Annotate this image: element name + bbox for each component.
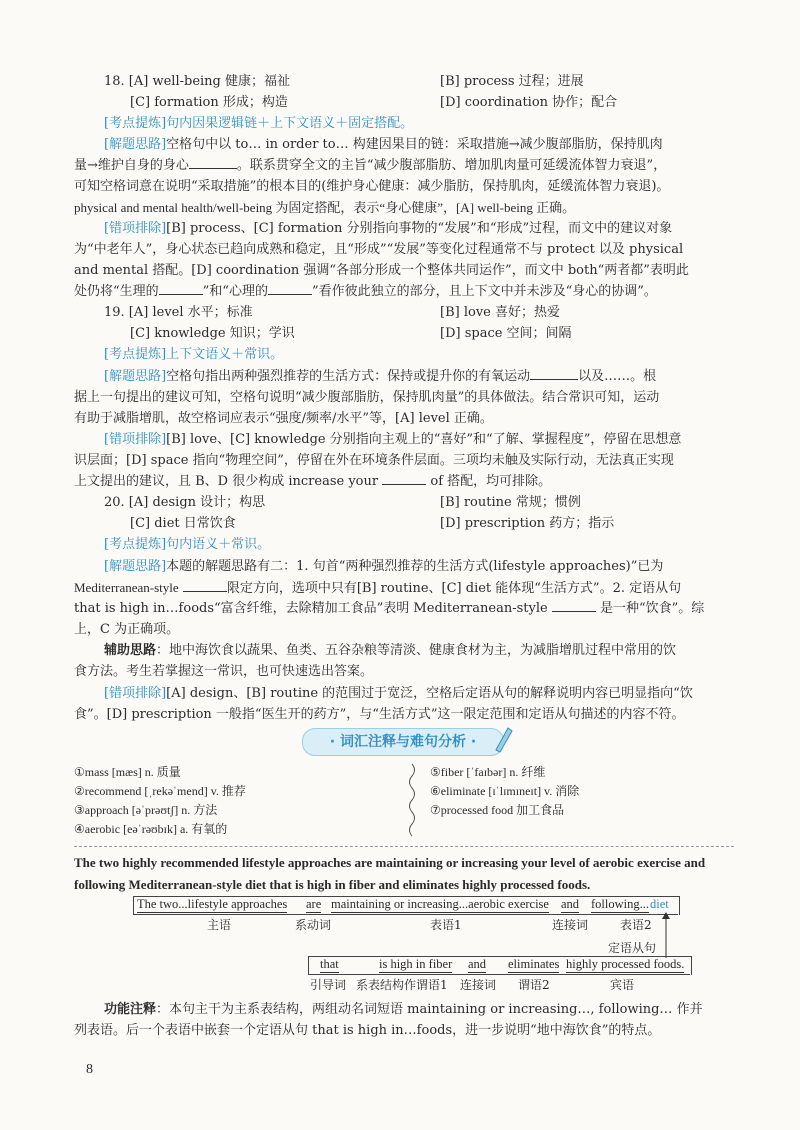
q19-solution-line2: 据上一句提出的建议可知，空格句说明“减少腹部脂肪，保持肌肉量”的具体做法。结合常识可知，运动 xyxy=(74,390,660,405)
q19-option-d: [D] space 空间；间隔 xyxy=(440,326,572,341)
q20-solution-line2: Mediterranean-style 限定方向，选项中只有[B] routine、[C] diet 能体现“生活方式”。2. 定语从句 xyxy=(74,580,682,596)
grammar-label: 引导词 xyxy=(310,978,347,992)
blank-line xyxy=(530,367,578,380)
structure-part: maintaining or increasing...aerobic exercise xyxy=(331,897,549,911)
clause-part: highly processed foods. xyxy=(566,957,685,971)
grammar-label: 连接词 xyxy=(460,978,497,992)
q19-exclusion-line3: 上文提出的建议，且 B、D 很少构成 increase your of 搭配，均可排除。 xyxy=(74,474,552,489)
wavy-divider xyxy=(405,762,419,842)
grammar-label: 系动词 xyxy=(295,918,332,932)
grammar-label: 宾语 xyxy=(610,978,635,992)
attribute-arrow xyxy=(655,910,695,960)
vocab-item: ③approach [əˈprəʊtʃ] n. 方法 xyxy=(74,803,218,817)
structure-part-diet: diet xyxy=(650,897,669,911)
q20-solution-line3: that is high in…foods“富含纤维，去除精加工食品”表明 Mediterranean-style 是一种“饮食”。综 xyxy=(74,601,705,616)
key-point-tag: [考点提炼] xyxy=(104,116,167,131)
structure-part: and xyxy=(561,897,580,911)
q18-option-d: [D] coordination 协作；配合 xyxy=(440,95,618,110)
q20-key-point: [考点提炼]句内语义＋常识。 xyxy=(104,537,271,552)
q18-solution-line1: [解题思路]空格句中以 to… in order to… 构建因果目的链：采取措施→减少腹部脂肪，保持肌肉 xyxy=(104,137,663,152)
q20-exclusion-line1: [错项排除][A] design、[B] routine 的范围过于宽泛，空格后定语从句的解释说明内容已明显指向“饮 xyxy=(104,686,693,701)
difficult-sentence: The two highly recommended lifestyle approaches are maintaining or increasing your level of aerobic exercise and following Mediterranean-style diet that is high in fiber and eliminates highly processed foods. xyxy=(74,855,706,892)
q20-aux-line2: 食方法。考生若掌握这一常识，也可快速选出答案。 xyxy=(74,664,374,679)
clause-part: eliminates xyxy=(508,957,560,971)
vocab-item: ①mass [mæs] n. 质量 xyxy=(74,765,181,779)
q18-option-c: [C] formation 形成；构造 xyxy=(130,95,288,110)
solution-tag: [解题思路] xyxy=(104,137,167,152)
q18-solution-line4: physical and mental health/well-being 为固定搭配，表示“身心健康”，[A] well-being 正确。 xyxy=(74,200,576,215)
blank-line xyxy=(268,282,312,295)
function-note-line1: 功能注释：本句主干为主系表结构，两组动名词短语 maintaining or increasing…, following… 作并 xyxy=(104,1002,703,1017)
structure-part: are xyxy=(306,897,322,911)
vocab-item: ⑥eliminate [ɪˈlɪmɪneɪt] v. 消除 xyxy=(430,784,580,798)
q19-exclusion-line1: [错项排除][B] love、[C] knowledge 分别指向主观上的“喜好”和“了解、掌握程度”，停留在思想意 xyxy=(104,432,682,447)
q19-exclusion-line2: 识层面；[D] space 指向“物理空间”，停留在外在环境条件层面。三项均未触及实际行动，无法真正实现 xyxy=(74,453,674,468)
clause-part: and xyxy=(468,957,487,971)
aux-tag: 辅助思路 xyxy=(104,643,157,658)
page-number: 8 xyxy=(86,1062,93,1077)
q19-option-c: [C] knowledge 知识；学识 xyxy=(130,326,295,341)
grammar-label: 表语2 xyxy=(620,918,652,932)
structure-part: following... xyxy=(591,897,649,911)
blank-line xyxy=(552,599,596,612)
grammar-label: 连接词 xyxy=(552,918,589,932)
q20-aux-line1: 辅助思路：地中海饮食以蔬果、鱼类、五谷杂粮等清淡、健康食材为主，为减脂增肌过程中常用的饮 xyxy=(104,643,677,658)
vocab-item: ④aerobic [eəˈrəʊbɪk] a. 有氧的 xyxy=(74,822,228,836)
vocab-section-banner: · 词汇注释与难句分析 · xyxy=(302,728,504,756)
q20-solution-line1: [解题思路]本题的解题思路有二：1. 句首“两种强烈推荐的生活方式(lifestyle approaches)”已为 xyxy=(104,559,664,574)
clause-part: is high in fiber xyxy=(379,957,453,971)
vocab-item: ⑦processed food 加工食品 xyxy=(430,803,565,817)
q20-option-a: 20. [A] design 设计；构思 xyxy=(104,495,266,510)
q18-solution-line2: 量→维护自身的身心 。联系贯穿全文的主旨“减少腹部脂肪、增加肌肉量可延缓流体智力衰退”， xyxy=(74,158,667,173)
q18-option-b: [B] process 过程；进展 xyxy=(440,74,584,89)
section-divider xyxy=(74,846,734,847)
q19-option-b: [B] love 喜好；热爱 xyxy=(440,305,560,320)
grammar-label: 主语 xyxy=(207,918,232,932)
grammar-label: 表语1 xyxy=(430,918,462,932)
q18-key-point: [考点提炼]句内因果逻辑链＋上下文语义＋固定搭配。 xyxy=(104,116,414,131)
vocab-item: ⑤fiber [ˈfaɪbər] n. 纤维 xyxy=(430,765,546,779)
function-note-tag: 功能注释 xyxy=(104,1002,157,1017)
q20-option-b: [B] routine 常规；惯例 xyxy=(440,495,581,510)
grammar-label: 系表结构作谓语1 xyxy=(356,978,448,992)
q20-option-c: [C] diet 日常饮食 xyxy=(130,516,236,531)
q19-option-a: 19. [A] level 水平；标准 xyxy=(104,305,253,320)
q20-solution-line4: 上，C 为正确项。 xyxy=(74,622,180,637)
clause-part: that xyxy=(320,957,339,971)
attribute-clause-label: 定语从句 xyxy=(608,941,657,955)
blank-line xyxy=(189,156,237,169)
q19-solution-line1: [解题思路]空格句指出两种强烈推荐的生活方式：保持或提升你的有氧运动 以及……。根 xyxy=(104,369,657,384)
q18-option-a: 18. [A] well-being 健康；福祉 xyxy=(104,74,290,89)
function-note-line2: 列表语。后一个表语中嵌套一个定语从句 that is high in…foods，进一步说明“地中海饮食”的特点。 xyxy=(74,1023,661,1038)
blank-line xyxy=(183,579,227,592)
q20-option-d: [D] prescription 药方；指示 xyxy=(440,516,615,531)
q19-key-point: [考点提炼]上下文语义＋常识。 xyxy=(104,347,284,362)
q18-exclusion-line2: 为“中老年人”，身心状态已趋向成熟和稳定，且“形成”“发展”等变化过程通常不与 protect 以及 physical xyxy=(74,242,684,257)
blank-line xyxy=(159,282,203,295)
exclusion-tag: [错项排除] xyxy=(104,221,167,236)
q18-solution-line3: 可知空格词意在说明“采取措施”的根本目的(维护身心健康：减少脂肪，保持肌肉，延缓流体智力衰退)。 xyxy=(74,179,670,194)
blank-line xyxy=(382,472,426,485)
q18-exclusion-line3: and mental 搭配。[D] coordination 强调“各部分形成一个整体共同运作”，而文中 both“两者都”表明此 xyxy=(74,263,689,278)
q18-exclusion-line4: 处仍将“生理的 ”和“心理的 ”看作彼此独立的部分，且上下文中并未涉及“身心的协调”。 xyxy=(74,284,657,299)
grammar-label: 谓语2 xyxy=(518,978,550,992)
q18-exclusion-line1: [错项排除][B] process、[C] formation 分别指向事物的“发展”和“形成”过程，而文中的建议对象 xyxy=(104,221,673,236)
vocab-item: ②recommend [ˌrekəˈmend] v. 推荐 xyxy=(74,784,246,798)
q19-solution-line3: 有助于减脂增肌，故空格词应表示“强度/频率/水平”等，[A] level 正确。 xyxy=(74,411,493,426)
structure-part: The two...lifestyle approaches xyxy=(137,897,288,911)
q20-exclusion-line2: 食”。[D] prescription 一般指“医生开的药方”，与“生活方式”这一限定范围和定语从句描述的内容不符。 xyxy=(74,707,685,722)
pen-icon xyxy=(492,724,514,754)
